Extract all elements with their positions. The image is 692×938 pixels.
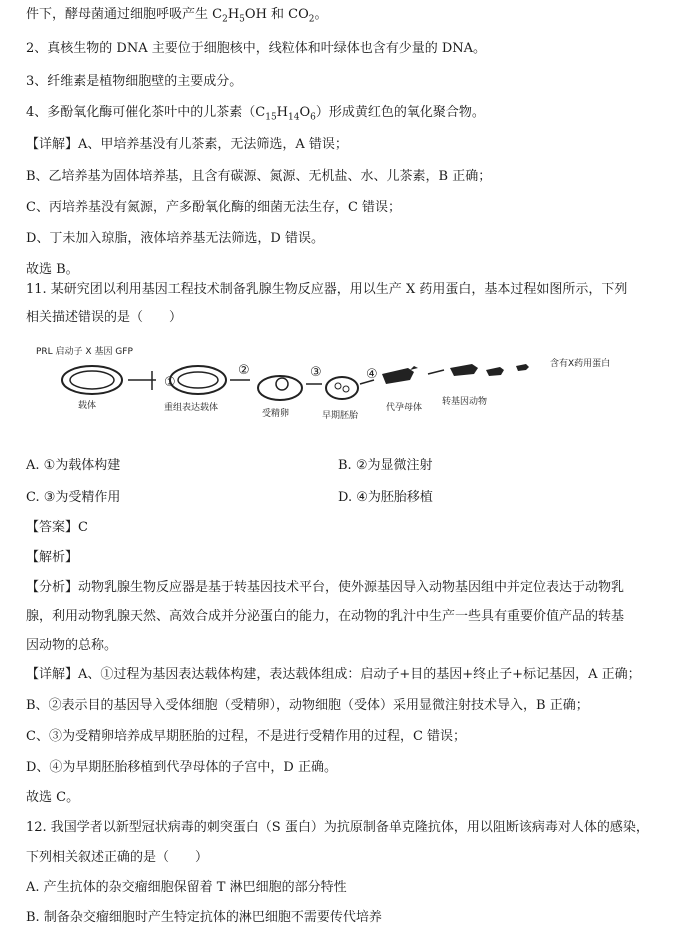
- step-3-number: ③: [310, 365, 322, 380]
- q11-analysis-line-2: 腺，利用动物乳腺天然、高效合成并分泌蛋白的能力，在动物的乳汁中生产一些具有重要价值产品的转基: [26, 609, 625, 624]
- q11-detail-line-d: D、④为早期胚胎移植到代孕母体的子宫中，D 正确。: [26, 760, 337, 775]
- q12-stem-2: 下列相关叙述正确的是（ ）: [26, 850, 209, 865]
- step-1-number: ①: [164, 375, 176, 390]
- q11-conclusion: 故选 C。: [26, 790, 80, 805]
- answer-line: 故选 B。: [26, 262, 79, 277]
- q12-stem-1: 12. 我国学者以新型冠状病毒的刺突蛋白（S 蛋白）为抗原制备单克隆抗体，用以阻断该病毒对人体的感染，: [26, 820, 649, 835]
- q11-analysis-line-3: 因动物的总称。: [26, 638, 118, 653]
- animal-silhouettes: [382, 364, 529, 384]
- q11-stem-1: 11. 某研究团以利用基因工程技术制备乳腺生物反应器，用以生产 X 药用蛋白，基本过程如图所示，下列: [26, 282, 628, 297]
- figure-recombinant-label: 重组表达载体: [164, 403, 219, 413]
- q11-stem-2: 相关描述错误的是（ ）: [26, 310, 183, 325]
- zygote-shape: [258, 376, 302, 400]
- intro-line-4: 4、多酚氧化酶可催化茶叶中的儿茶素$(C_{15}H_{14}O_6)$形成黄红色的氧化聚合物。: [26, 105, 485, 123]
- figure-transgenic-label: 转基因动物: [442, 397, 488, 407]
- process-diagram: [30, 344, 670, 428]
- detail-line-d: D、丁未加入琼脂，液体培养基无法筛选，D 错误。: [26, 231, 324, 246]
- figure-embryo-label: 早期胚胎: [322, 411, 359, 421]
- step-2-number: ②: [238, 363, 250, 378]
- q11-analysis-line-1: 【分析】动物乳腺生物反应器是基于转基因技术平台，使外源基因导入动物基因组中并定位表达于动物乳: [26, 580, 625, 595]
- q11-option-d: D. ④为胚胎移植: [338, 490, 433, 505]
- q11-answer: 【答案】C: [26, 520, 88, 535]
- q11-analysis-label: 【解析】: [26, 550, 79, 565]
- vector-plasmid-shape: [62, 366, 122, 394]
- figure-vector-label: 载体: [78, 401, 97, 411]
- q11-detail-line-c: C、③为受精卵培养成早期胚胎的过程，不是进行受精作用的过程，C 错误；: [26, 729, 467, 744]
- intro-line-3: 3、纤维素是植物细胞壁的主要成分。: [26, 74, 243, 89]
- detail-line-a: 【详解】A、甲培养基没有儿茶素，无法筛选，A 错误；: [26, 137, 348, 152]
- q12-option-b: B. 制备杂交瘤细胞时产生特定抗体的淋巴细胞不需要传代培养: [26, 910, 382, 925]
- intro-line-2: 2、真核生物的 DNA 主要位于细胞核中，线粒体和叶绿体也含有少量的 DNA。: [26, 41, 487, 56]
- figure-promoter-label: PRL 启动子 X 基因 GFP: [36, 347, 133, 357]
- figure-milk-label: 含有X药用蛋白: [550, 359, 611, 369]
- detail-line-b: B、乙培养基为固体培养基，且含有碳源、氮源、无机盐、水、儿茶素，B 正确；: [26, 169, 492, 184]
- figure-zygote-label: 受精卵: [262, 409, 290, 419]
- embryo-shape: [326, 377, 358, 399]
- figure-surrogate-label: 代孕母体: [386, 403, 423, 413]
- q11-detail-line-a: 【详解】A、①过程为基因表达载体构建，表达载体组成：启动子+目的基因+终止子+标记基因，A 正确；: [26, 667, 641, 682]
- q12-option-a: A. 产生抗体的杂交瘤细胞保留着 T 淋巴细胞的部分特性: [26, 880, 347, 895]
- q11-option-b: B. ②为显微注射: [338, 458, 433, 473]
- q11-option-a: A. ①为载体构建: [26, 458, 121, 473]
- detail-line-c: C、丙培养基没有氮源，产多酚氧化酶的细菌无法生存，C 错误；: [26, 200, 402, 215]
- step-4-number: ④: [366, 367, 378, 382]
- intro-line-1: 件下，酵母菌通过细胞呼吸产生 $C_2H_5OH$ 和 $CO_2$。: [26, 7, 328, 25]
- q11-detail-line-b: B、②表示目的基因导入受体细胞（受精卵），动物细胞（受体）采用显微注射技术导入，B 正确；: [26, 698, 589, 713]
- q11-option-c: C. ③为受精作用: [26, 490, 121, 505]
